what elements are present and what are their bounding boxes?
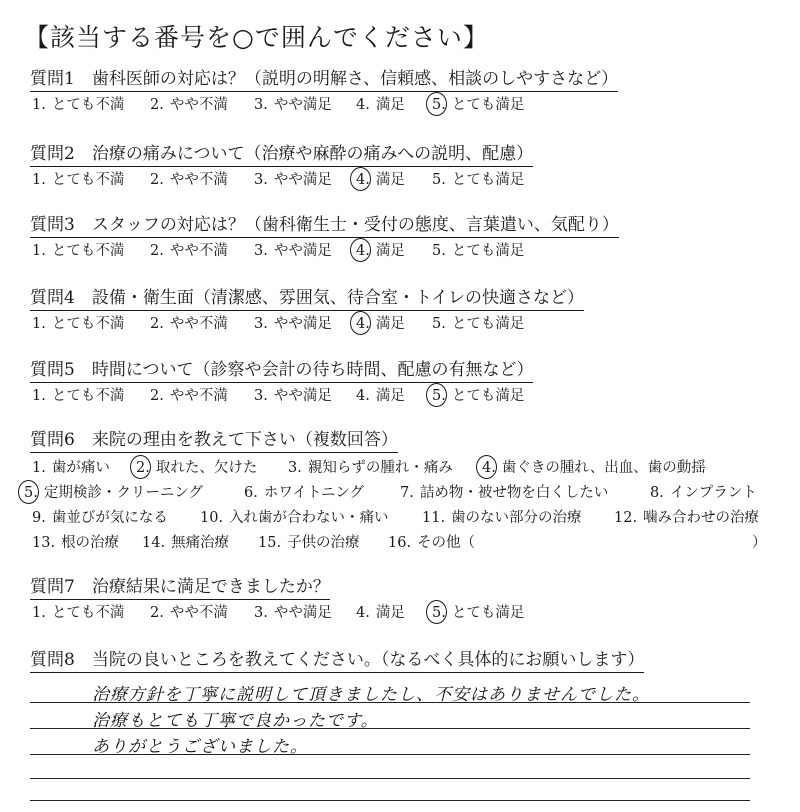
- option-item: [252, 602, 332, 624]
- option-number: 15.: [258, 535, 282, 551]
- option-item: [22, 482, 203, 504]
- option-label: 噛み合わせの治療: [643, 510, 760, 526]
- option-item: [30, 602, 124, 624]
- option-label: 歯並びが気になる: [51, 510, 168, 526]
- option-label: やや満足: [273, 97, 332, 113]
- option-number: 4.: [356, 97, 370, 113]
- question-6-row-4: [0, 532, 800, 554]
- option-label: 入れ歯が合わない・痛い: [229, 510, 389, 526]
- option-number: 3.: [254, 97, 268, 113]
- option-label: 取れた、欠けた: [155, 460, 258, 476]
- question-6-row-1: [0, 457, 800, 479]
- option-number: 1.: [32, 605, 46, 621]
- circled-option-number: 4.: [354, 169, 372, 191]
- option-item: [148, 385, 228, 407]
- option-item: [420, 507, 582, 529]
- option-label: やや不満: [169, 243, 228, 259]
- circled-option-number: 4.: [354, 313, 372, 335]
- handwritten-answer-line-2: 治療もとても丁寧で良かったです。: [92, 711, 379, 731]
- option-number: 1.: [32, 316, 46, 332]
- option-number: 6.: [244, 485, 258, 501]
- circled-option-number: 4.: [354, 240, 372, 262]
- option-label: 満足: [375, 388, 405, 404]
- option-item: [30, 94, 124, 116]
- option-number: 1.: [32, 388, 46, 404]
- form-header: 【該当する番号を○で囲んでください】: [24, 23, 489, 52]
- option-label: とても満足: [451, 388, 525, 404]
- question-7-title: 質問7 治療結果に満足できましたか？: [30, 576, 330, 600]
- option-number: 12.: [614, 510, 638, 526]
- option-number: 1.: [32, 460, 46, 476]
- option-label: 満足: [375, 605, 405, 621]
- option-label: やや満足: [273, 388, 332, 404]
- option-number: 8.: [650, 485, 664, 501]
- option-item: [148, 94, 228, 116]
- option-number: 2.: [150, 172, 164, 188]
- option-label: ホワイトニング: [263, 485, 365, 501]
- option-number: 3.: [254, 172, 268, 188]
- option-number: 14.: [142, 535, 166, 551]
- option-item: [648, 482, 757, 504]
- option-item: [354, 169, 405, 191]
- option-label: やや不満: [169, 97, 228, 113]
- option-item: [252, 385, 332, 407]
- option-label: その他（: [417, 535, 476, 551]
- option-label: やや満足: [273, 243, 332, 259]
- option-label: とても満足: [451, 172, 525, 188]
- option-label: とても満足: [451, 97, 525, 113]
- option-label: 歯が痛い: [51, 460, 110, 476]
- option-number: 3.: [254, 243, 268, 259]
- option-label: 満足: [375, 97, 405, 113]
- option-label: 歯のない部分の治療: [451, 510, 582, 526]
- option-label: 歯ぐきの腫れ、出血、歯の動揺: [501, 460, 706, 476]
- question-8-title: 質問8 当院の良いところを教えてください。（なるべく具体的にお願いします）: [30, 649, 644, 673]
- circled-option-number: 5.: [22, 482, 40, 504]
- question-7-options: [0, 602, 800, 624]
- option-item: [30, 385, 124, 407]
- question-6-row-2: [0, 482, 800, 504]
- option-item: [242, 482, 364, 504]
- option-number: 5.: [432, 243, 446, 259]
- question-4-title: 質問4 設備・衛生面（清潔感、雰囲気、待合室・トイレの快適さなど）: [30, 287, 584, 311]
- circled-option-number: 5.: [430, 385, 448, 407]
- question-6-title: 質問6 来院の理由を教えて下さい（複数回答）: [30, 429, 398, 453]
- option-number: 1.: [32, 243, 46, 259]
- option-label: とても満足: [451, 243, 525, 259]
- option-item: [354, 602, 405, 624]
- option-label: とても満足: [451, 316, 525, 332]
- option-item: [148, 169, 228, 191]
- option-label: とても不満: [51, 605, 125, 621]
- option-number: 9.: [32, 510, 46, 526]
- option-label: 根の治療: [61, 535, 120, 551]
- circled-option-number: 2.: [134, 457, 152, 479]
- option-item: [140, 532, 229, 554]
- option-number: 7.: [400, 485, 414, 501]
- option-item: [430, 240, 524, 262]
- option-label: 満足: [375, 243, 405, 259]
- option-item: [430, 385, 524, 407]
- option-number: 3.: [254, 316, 268, 332]
- option-item: [30, 240, 124, 262]
- option-item: [256, 532, 360, 554]
- question-3-title: 質問3 スタッフの対応は？（歯科衛生士・受付の態度、言葉遣い、気配り）: [30, 214, 619, 238]
- question-5-options: [0, 385, 800, 407]
- option-item: [430, 94, 524, 116]
- option-item: [30, 457, 110, 479]
- option-item: [148, 313, 228, 335]
- option-number: 2.: [150, 316, 164, 332]
- option-item: [252, 169, 332, 191]
- option-label: やや不満: [169, 316, 228, 332]
- option-item: [430, 169, 524, 191]
- option-number: 2.: [150, 97, 164, 113]
- option-label: 詰め物・被せ物を白くしたい: [419, 485, 609, 501]
- option-item: [354, 240, 405, 262]
- option-label: とても不満: [51, 97, 125, 113]
- option-label: 無痛治療: [171, 535, 230, 551]
- question-6-row-3: [0, 507, 800, 529]
- option-number: 2.: [150, 605, 164, 621]
- option-item: [30, 532, 119, 554]
- option-item: [30, 313, 124, 335]
- option-label: とても不満: [51, 316, 125, 332]
- option-label: 満足: [375, 172, 405, 188]
- option-number: 1.: [32, 172, 46, 188]
- option-label: とても満足: [451, 605, 525, 621]
- option-label: 子供の治療: [287, 535, 360, 551]
- option-number: 1.: [32, 97, 46, 113]
- question-2-title: 質問2 治療の痛みについて（治療や麻酔の痛みへの説明、配慮）: [30, 143, 533, 167]
- option-label: 親知らずの腫れ・痛み: [307, 460, 453, 476]
- question-1-options: [0, 94, 800, 116]
- option-item: [286, 457, 453, 479]
- option-number: 11.: [422, 510, 446, 526]
- option-item: [134, 457, 257, 479]
- option-label: やや満足: [273, 172, 332, 188]
- option-number: 3.: [288, 460, 302, 476]
- option-label: やや満足: [273, 316, 332, 332]
- option-number: 2.: [150, 243, 164, 259]
- circled-option-number: 4.: [480, 457, 498, 479]
- option-number: 5.: [432, 316, 446, 332]
- option-number: 16.: [388, 535, 412, 551]
- option-label: やや不満: [169, 172, 228, 188]
- question-6-other-close: ）: [752, 535, 767, 551]
- answer-line: [30, 778, 750, 779]
- question-1-title: 質問1 歯科医師の対応は？（説明の明解さ、信頼感、相談のしやすさなど）: [30, 68, 618, 92]
- option-item: [198, 507, 389, 529]
- question-4-options: [0, 313, 800, 335]
- option-item: [386, 532, 475, 554]
- option-item: [252, 94, 332, 116]
- option-label: インプラント: [669, 485, 757, 501]
- option-item: [430, 602, 524, 624]
- option-number: 3.: [254, 605, 268, 621]
- option-number: 4.: [356, 388, 370, 404]
- option-label: 満足: [375, 316, 405, 332]
- handwritten-answer-line-3: ありがとうございました。: [92, 737, 308, 757]
- option-item: [354, 385, 405, 407]
- option-item: [354, 313, 405, 335]
- option-item: [148, 240, 228, 262]
- option-label: とても不満: [51, 388, 125, 404]
- option-number: 5.: [432, 172, 446, 188]
- option-item: [252, 240, 332, 262]
- option-label: やや満足: [273, 605, 332, 621]
- option-item: [148, 602, 228, 624]
- option-number: 4.: [356, 605, 370, 621]
- circled-option-number: 5.: [430, 94, 448, 116]
- option-item: [252, 313, 332, 335]
- question-3-options: [0, 240, 800, 262]
- option-number: 13.: [32, 535, 56, 551]
- option-label: やや不満: [169, 388, 228, 404]
- option-item: [30, 507, 168, 529]
- option-item: [612, 507, 759, 529]
- option-label: とても不満: [51, 243, 125, 259]
- option-label: やや不満: [169, 605, 228, 621]
- circled-option-number: 5.: [430, 602, 448, 624]
- answer-line: [30, 800, 750, 801]
- option-item: [398, 482, 608, 504]
- option-label: 定期検診・クリーニング: [43, 485, 204, 501]
- option-item: [30, 169, 124, 191]
- option-label: とても不満: [51, 172, 125, 188]
- option-number: 2.: [150, 388, 164, 404]
- option-item: [354, 94, 405, 116]
- option-item: [430, 313, 524, 335]
- option-item: [480, 457, 706, 479]
- question-2-options: [0, 169, 800, 191]
- handwritten-answer-line-1: 治療方針を丁寧に説明して頂きましたし、不安はありませんでした。: [92, 685, 650, 705]
- question-5-title: 質問5 時間について（診察や会計の待ち時間、配慮の有無など）: [30, 359, 533, 383]
- option-number: 3.: [254, 388, 268, 404]
- option-number: 10.: [200, 510, 224, 526]
